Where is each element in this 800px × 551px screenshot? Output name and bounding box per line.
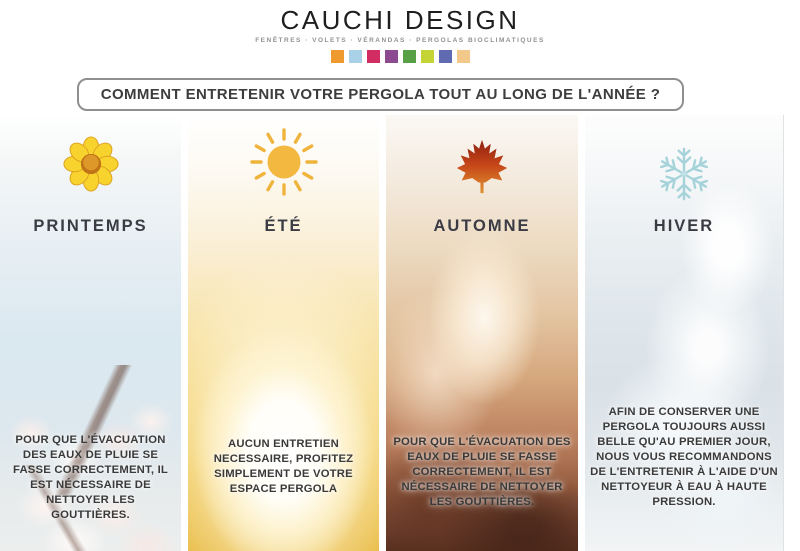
snowflake-icon	[585, 143, 783, 205]
palette-square	[331, 50, 344, 63]
palette-square	[439, 50, 452, 63]
palette-square	[403, 50, 416, 63]
palette-square	[457, 50, 470, 63]
season-description-printemps: POUR QUE L'ÉVACUATION DES EAUX DE PLUIE SE FASSE CORRECTEMENT, IL EST NÉCESSAIRE DE NETTOYER LES GOUTTIÈRES.	[12, 434, 169, 521]
palette-square	[349, 50, 362, 63]
title-banner	[77, 78, 684, 111]
brand-palette	[0, 50, 800, 63]
season-description-ete: AUCUN ENTRETIEN NECESSAIRE, PROFITEZ SIMPLEMENT DE VOTRE ESPACE PERGOLA	[213, 438, 354, 495]
season-column-printemps	[0, 115, 181, 551]
sun-icon	[188, 127, 379, 197]
palette-square	[421, 50, 434, 63]
season-description-hiver: AFIN DE CONSERVER UNE PERGOLA TOUJOURS AUSSI BELLE QU'AU PREMIER JOUR, NOUS VOUS RECOMMANDONS DE L'ENTRETENIR À L'AIDE D'UN NETTOYEUR À EAU À HAUTE PRESSION.	[590, 406, 778, 508]
season-column-automne	[386, 115, 578, 551]
page-title: COMMENT ENTRETENIR VOTRE PERGOLA TOUT AU LONG DE L'ANNÉE ?	[100, 86, 661, 103]
palette-square	[385, 50, 398, 63]
season-description-automne: POUR QUE L'ÉVACUATION DES EAUX DE PLUIE SE FASSE CORRECTEMENT, IL EST NÉCESSAIRE DE NETTOYER LES GOUTTIÈRES.	[393, 436, 571, 508]
season-label-printemps: PRINTEMPS	[33, 217, 148, 235]
season-label-ete: ÉTÉ	[264, 217, 303, 235]
maple-leaf-icon	[386, 138, 578, 196]
brand-tagline: FENÊTRES · VOLETS · VÉRANDAS · PERGOLAS BIOCLIMATIQUES	[255, 37, 545, 45]
season-column-hiver	[585, 115, 784, 551]
palette-square	[367, 50, 380, 63]
season-label-hiver: HIVER	[653, 217, 715, 235]
brand-name: CAUCHI DESIGN	[280, 5, 520, 35]
season-label-automne: AUTOMNE	[433, 217, 531, 235]
brand-logo	[0, 7, 800, 63]
season-column-ete	[188, 115, 379, 551]
flower-icon	[0, 135, 181, 193]
